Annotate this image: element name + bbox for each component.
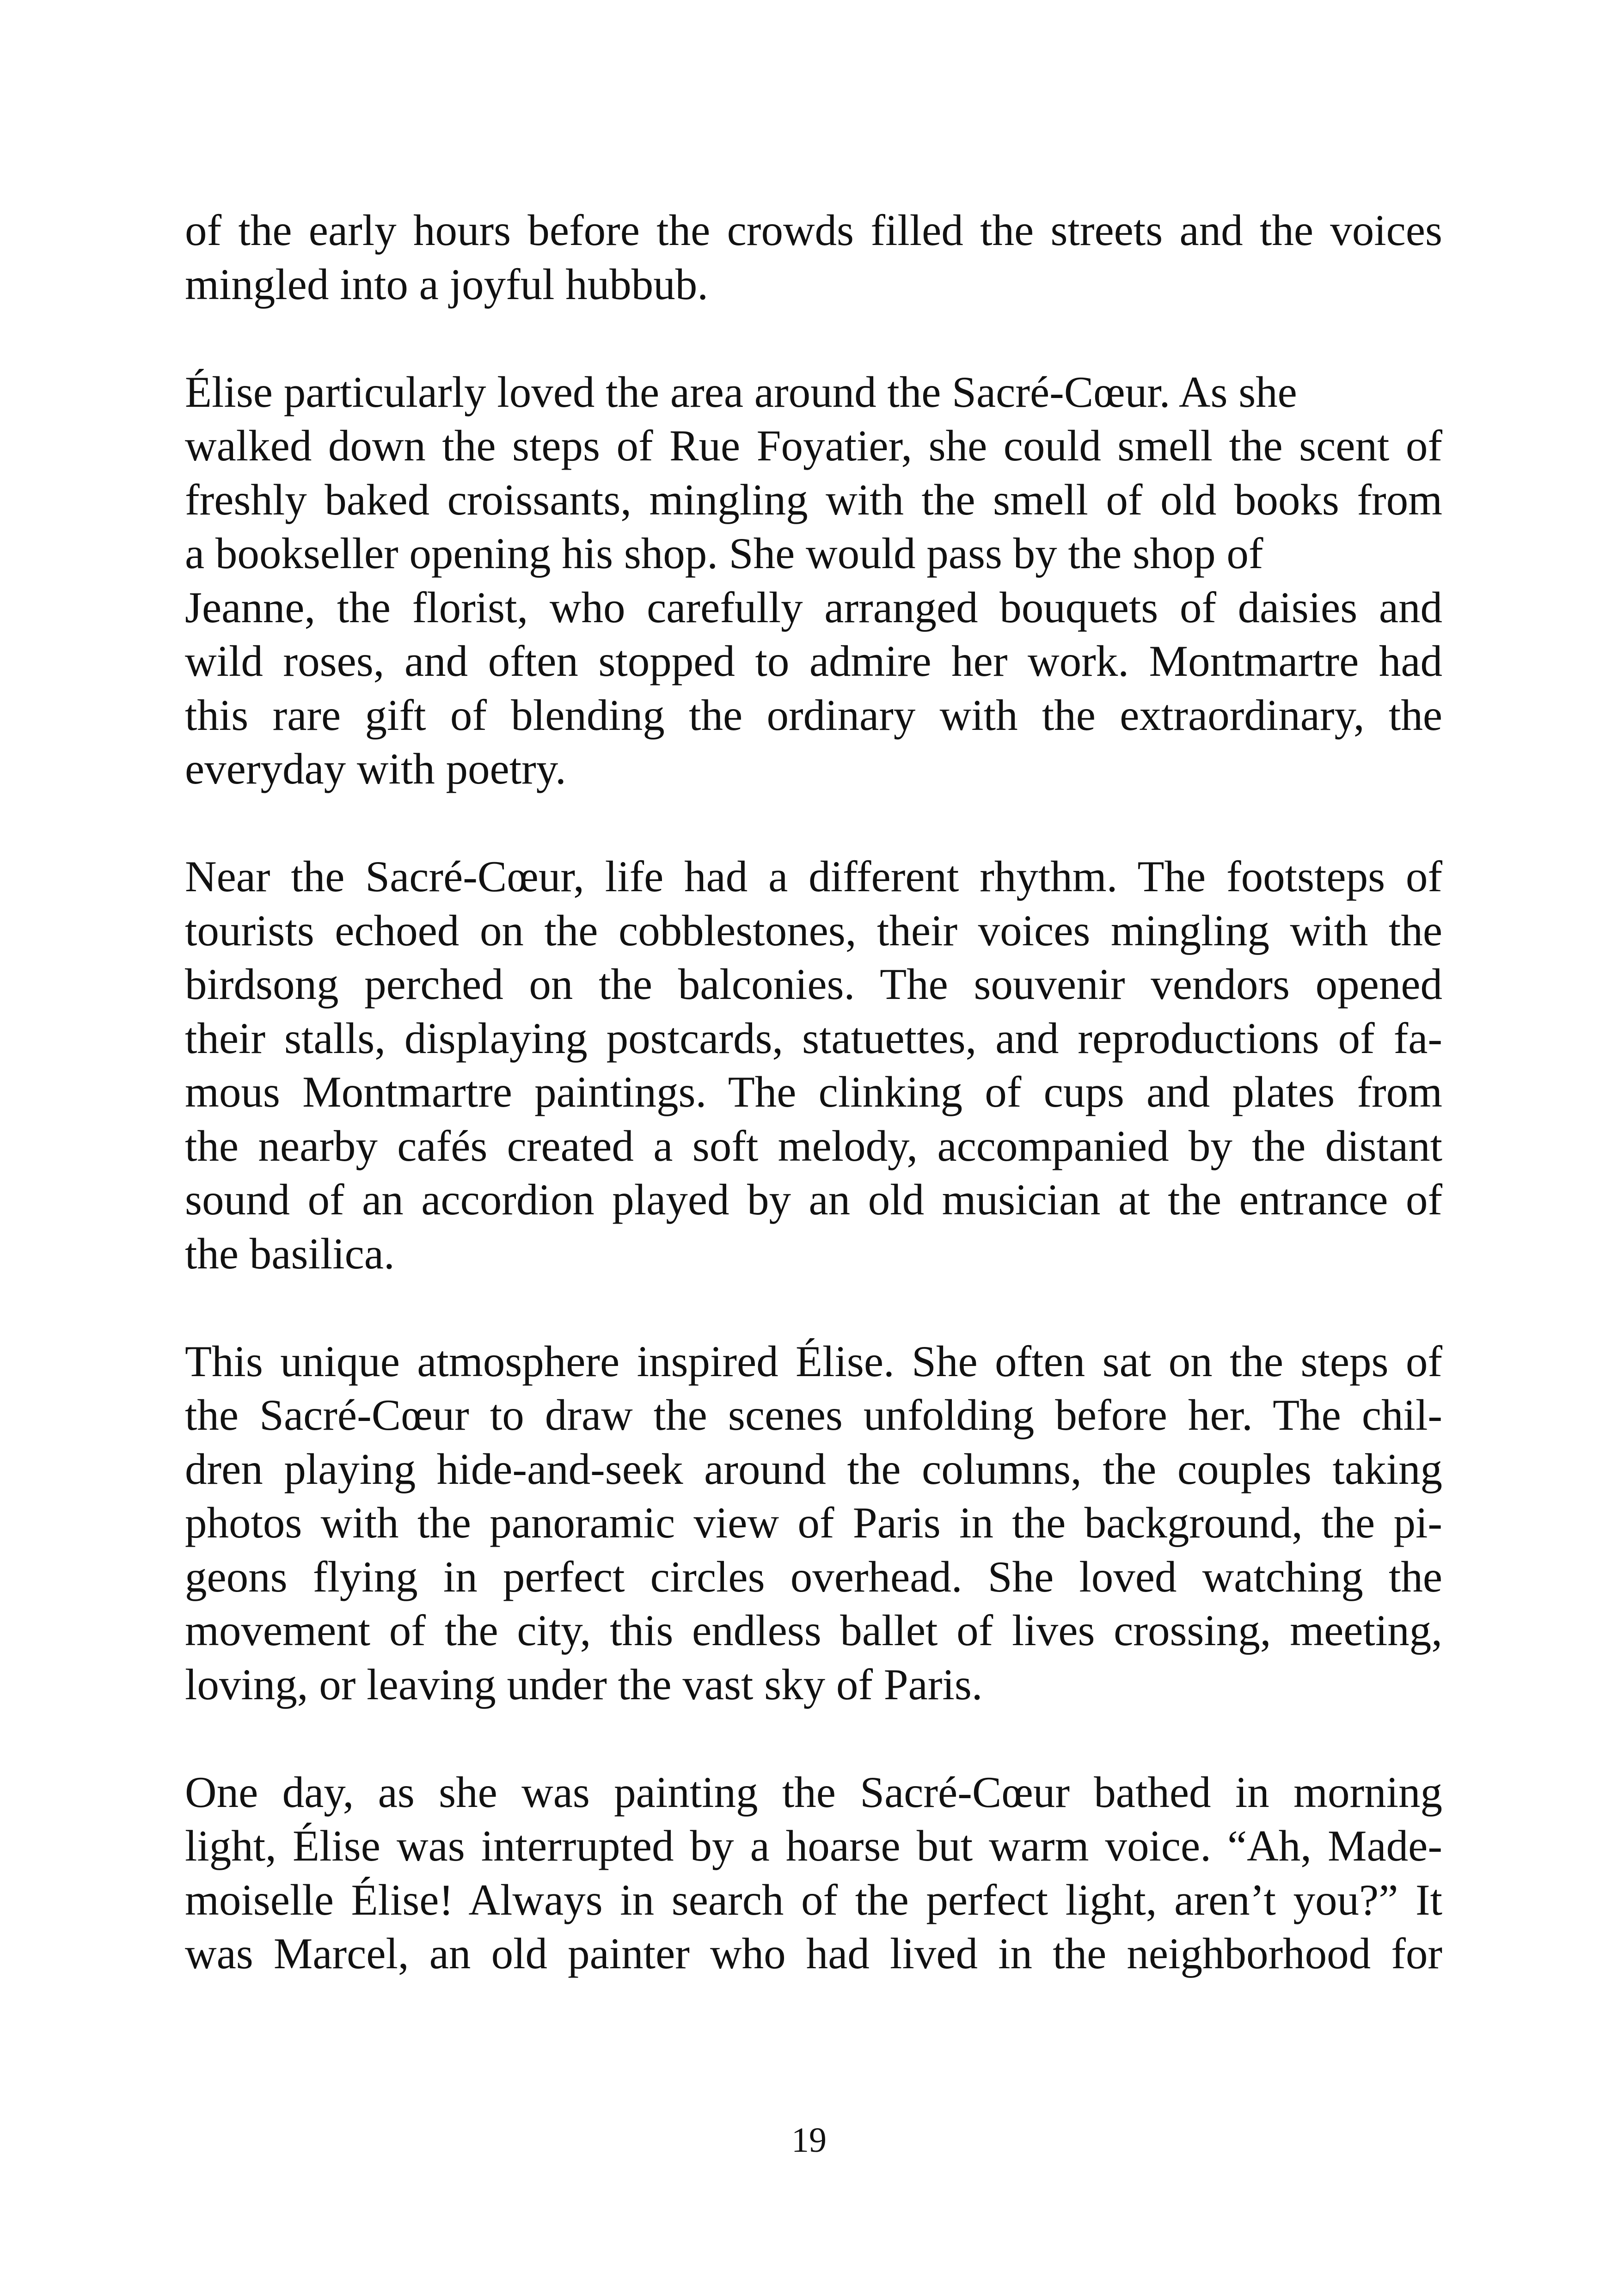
paragraph-gap xyxy=(185,1711,1442,1765)
text-line: Near the Sacré-Cœur, life had a different rhythm. The footsteps of xyxy=(185,852,1442,901)
page-number: 19 xyxy=(791,2121,827,2160)
text-line: wild roses, and often stopped to admire her work. Montmartre had xyxy=(185,637,1442,686)
text-line: freshly baked croissants, mingling with the smell of old books from xyxy=(185,475,1442,524)
text-line: a bookseller opening his shop. She would pass by the shop of xyxy=(185,529,1263,578)
paragraph-gap xyxy=(185,1280,1442,1335)
text-line: sound of an accordion played by an old musician at the entrance of xyxy=(185,1175,1442,1224)
text-line: mingled into a joyful hubbub. xyxy=(185,259,708,309)
text-line: One day, as she was painting the Sacré-Cœur bathed in morning xyxy=(185,1767,1442,1817)
text-line: this rare gift of blending the ordinary with the extraordinary, the xyxy=(185,690,1442,740)
text-line: movement of the city, this endless ballet of lives crossing, meeting, xyxy=(185,1606,1442,1655)
text-line: loving, or leaving under the vast sky of Paris. xyxy=(185,1659,983,1709)
text-line: dren playing hide-and-seek around the columns, the couples taking xyxy=(185,1444,1442,1494)
text-line: tourists echoed on the cobblestones, their voices mingling with the xyxy=(185,906,1442,955)
text-line: was Marcel, an old painter who had lived in the neighborhood for xyxy=(185,1929,1442,1978)
text-line: mous Montmartre paintings. The clinking of cups and plates from xyxy=(185,1067,1442,1116)
text-line: photos with the panoramic view of Paris in the background, the pi- xyxy=(185,1498,1442,1547)
text-line: light, Élise was interrupted by a hoarse but warm voice. “Ah, Made- xyxy=(185,1821,1442,1870)
text-line: geons flying in perfect circles overhead. She loved watching the xyxy=(185,1552,1442,1601)
text-line: everyday with poetry. xyxy=(185,744,566,793)
paragraph-gap xyxy=(185,311,1442,365)
body-text xyxy=(185,203,1442,1981)
text-line: walked down the steps of Rue Foyatier, she could smell the scent of xyxy=(185,421,1442,470)
text-line: the Sacré-Cœur to draw the scenes unfolding before her. The chil- xyxy=(185,1390,1442,1439)
text-line: Jeanne, the florist, who carefully arranged bouquets of daisies and xyxy=(185,582,1442,632)
text-line: This unique atmosphere inspired Élise. She often sat on the steps of xyxy=(185,1336,1442,1386)
paragraph-gap xyxy=(185,796,1442,850)
text-line: the basilica. xyxy=(185,1229,395,1278)
text-line: moiselle Élise! Always in search of the perfect light, aren’t you?” It xyxy=(185,1875,1442,1924)
text-line: their stalls, displaying postcards, statuettes, and reproductions of fa- xyxy=(185,1013,1442,1063)
text-line: of the early hours before the crowds filled the streets and the voices xyxy=(185,206,1442,255)
text-line: the nearby cafés created a soft melody, accompanied by the distant xyxy=(185,1121,1442,1170)
text-line: Élise particularly loved the area around the Sacré-Cœur. As she xyxy=(185,367,1297,416)
text-line: birdsong perched on the balconies. The souvenir vendors opened xyxy=(185,960,1442,1009)
